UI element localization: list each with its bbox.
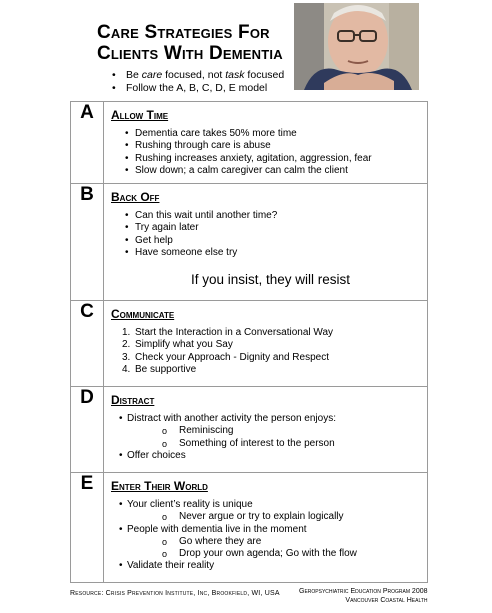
section-list [104,128,427,177]
sub-item: o Drop your own agenda; Go with the flow [127,548,427,560]
section-heading: Communicate [111,307,175,321]
section-letter: D [71,387,104,473]
list-item: 3. Check your Approach - Dignity and Respect [122,351,329,363]
list-item: 4. Be supportive [122,363,197,375]
list-item: • Your client’s reality is unique o Never argue or try to explain logically [104,499,427,524]
section-c-content [104,301,428,387]
section-heading: Allow Time [111,108,169,122]
section-e-row [71,473,428,583]
list-item: • Distract with another activity the person enjoys: o Reminiscing o Something of interest to the person [104,413,427,450]
list-item: • Dementia care takes 50% more time [104,128,427,140]
list-item: 2. Simplify what you Say [122,339,233,351]
list-item: • People with dementia live in the moment o Go where they are o Drop your own agenda; Go with the flow [104,524,427,561]
section-c-row [71,301,428,387]
list-item: • Slow down; a calm caregiver can calm the client [104,165,427,177]
section-letter: C [71,301,104,387]
title-line-2: Clients With Dementia [97,43,283,64]
section-e-content [104,473,428,583]
footer-org-line: Vancouver Coastal Health [345,596,428,604]
list-item: • Can this wait until another time? [104,210,427,222]
title-line-1: Care Strategies For [97,22,270,43]
strategy-table [70,101,428,583]
section-heading: Distract [111,393,155,407]
sub-item: o Go where they are [127,536,427,548]
section-d-row [71,387,428,473]
numbered-list [104,327,427,376]
section-letter: B [71,184,104,301]
list-item: • Have someone else try [104,247,427,259]
list-item: • Get help [104,235,427,247]
list-item: • Validate their reality [104,560,427,572]
section-b-row [71,184,428,301]
section-letter: E [71,473,104,583]
section-heading: Back Off [111,190,160,204]
page-title [97,22,297,64]
list-item: • Offer choices [104,450,427,462]
section-heading: Enter Their World [111,479,208,493]
section-list [104,499,427,573]
footer-program [299,588,428,605]
intro-item: • Follow the A, B, C, D, E model [112,82,284,95]
sub-item: o Something of interest to the person [127,438,427,450]
section-list [104,413,427,462]
sub-list [127,536,427,561]
sub-item: o Never argue or try to explain logically [127,511,427,523]
intro-item: • Be care focused, not task focused [112,69,284,82]
list-item: • Try again later [104,222,427,234]
section-list [104,210,427,259]
intro-list [112,69,284,95]
elderly-man-photo [294,3,419,90]
sub-list [127,425,427,450]
list-item: 1. Start the Interaction in a Conversational Way [122,327,334,338]
sub-list [127,511,427,523]
section-d-content [104,387,428,473]
section-a-row [71,102,428,184]
quote-text: If you insist, they will resist [190,272,351,288]
footer-program-line: Geropsychiatric Education Program 2008 [299,588,428,595]
sub-item: o Reminiscing [127,425,427,437]
section-letter: A [71,102,104,184]
section-a-content [104,102,428,184]
list-item: • Rushing through care is abuse [104,140,427,152]
list-item: • Rushing increases anxiety, agitation, aggression, fear [104,153,427,165]
footer-resource: Resource: Crisis Prevention Institute, Inc, Brookfield, WI, USA [70,590,280,597]
section-b-content [104,184,428,301]
